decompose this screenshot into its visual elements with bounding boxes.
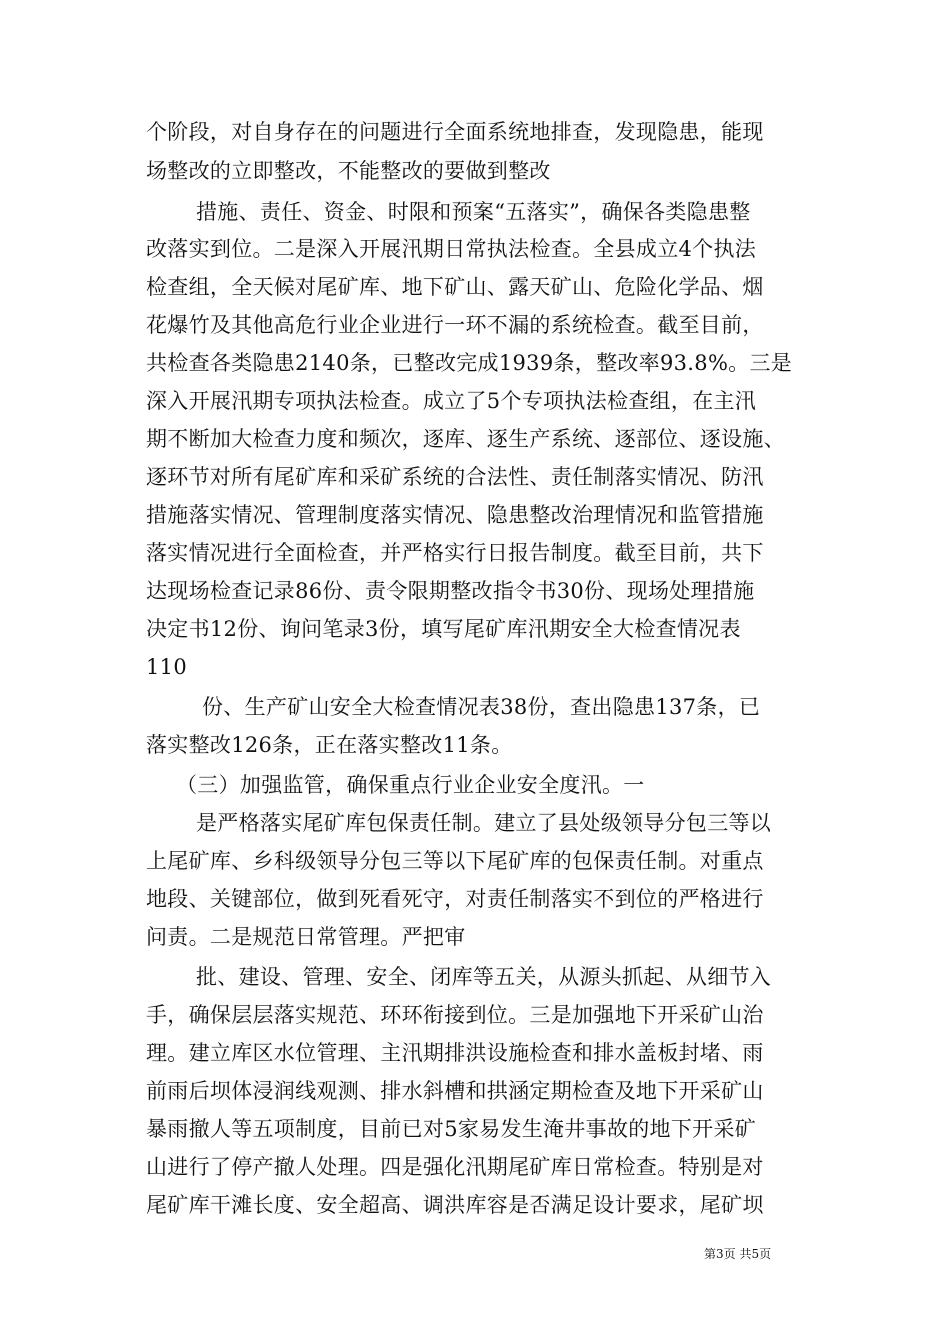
text-line: 上尾矿库、乡科级领导分包三等以下尾矿库的包保责任制。对重点 — [146, 849, 764, 873]
text-line: 达现场检查记录86份、责令限期整改指令书30份、现场处理措施 — [146, 579, 755, 603]
paragraph-first-line: 措施、责任、资金、时限和预案“五落实”，确保各类隐患整 — [196, 200, 751, 224]
text-line: 个阶段，对自身存在的问题进行全面系统地排查，发现隐患，能现 — [146, 120, 764, 144]
text-line: 地段、关键部位，做到死看死守，对责任制落实不到位的严格进行 — [146, 887, 764, 911]
text-line: 共检查各类隐患2140条，已整改完成1939条，整改率93.8%。三是 — [146, 351, 793, 375]
text-line: 理。建立库区水位管理、主汛期排洪设施检查和排水盖板封堵、雨 — [146, 1041, 764, 1065]
paragraph-first-line: 份、生产矿山安全大检查情况表38份，查出隐患137条，已 — [202, 695, 761, 719]
text-line: 深入开展汛期专项执法检查。成立了5个专项执法检查组，在主汛 — [146, 389, 757, 413]
text-line: 改落实到位。二是深入开展汛期日常执法检查。全县成立4个执法 — [146, 237, 757, 261]
text-line: 检查组，全天候对尾矿库、地下矿山、露天矿山、危险化学品、烟 — [146, 275, 764, 299]
text-line: 措施落实情况、管理制度落实情况、隐患整改治理情况和监管措施 — [146, 503, 764, 527]
text-line: 逐环节对所有尾矿库和采矿系统的合法性、责任制落实情况、防汛 — [146, 465, 764, 489]
text-line: 尾矿库干滩长度、安全超高、调洪库容是否满足设计要求，尾矿坝 — [146, 1193, 764, 1217]
text-line: 场整改的立即整改，不能整改的要做到整改 — [146, 159, 551, 183]
text-line: 前雨后坝体浸润线观测、排水斜槽和拱涵定期检查及地下开采矿山 — [146, 1079, 764, 1103]
text-line: 落实情况进行全面检查，并严格实行日报告制度。截至目前，共下 — [146, 541, 764, 565]
text-line: 暴雨撤人等五项制度，目前已对5家易发生淹井事故的地下开采矿 — [146, 1117, 757, 1141]
text-line: 决定书12份、询问笔录3份，填写尾矿库汛期安全大检查情况表 — [146, 617, 741, 641]
page-number: 第3页 共5页 — [704, 1247, 772, 1261]
text-line: 山进行了停产撤人处理。四是强化汛期尾矿库日常检查。特别是对 — [146, 1155, 764, 1179]
text-line: 问责。二是规范日常管理。严把审 — [146, 925, 466, 949]
paragraph-first-line: 批、建设、管理、安全、闭库等五关，从源头抓起、从细节入 — [196, 965, 772, 989]
text-line: 落实整改126条，正在落实整改11条。 — [146, 733, 513, 757]
text-line: 花爆竹及其他高危行业企业进行一环不漏的系统检查。截至目前， — [146, 313, 764, 337]
text-line: 手，确保层层落实规范、环环衔接到位。三是加强地下开采矿山治 — [146, 1003, 764, 1027]
text-line: 期不断加大检查力度和频次，逐库、逐生产系统、逐部位、逐设施、 — [146, 427, 785, 451]
section-heading: （三）加强监管，确保重点行业企业安全度汛。一 — [176, 773, 645, 797]
text-line: 110 — [146, 655, 187, 679]
paragraph-first-line: 是严格落实尾矿库包保责任制。建立了县处级领导分包三等以 — [196, 811, 772, 835]
